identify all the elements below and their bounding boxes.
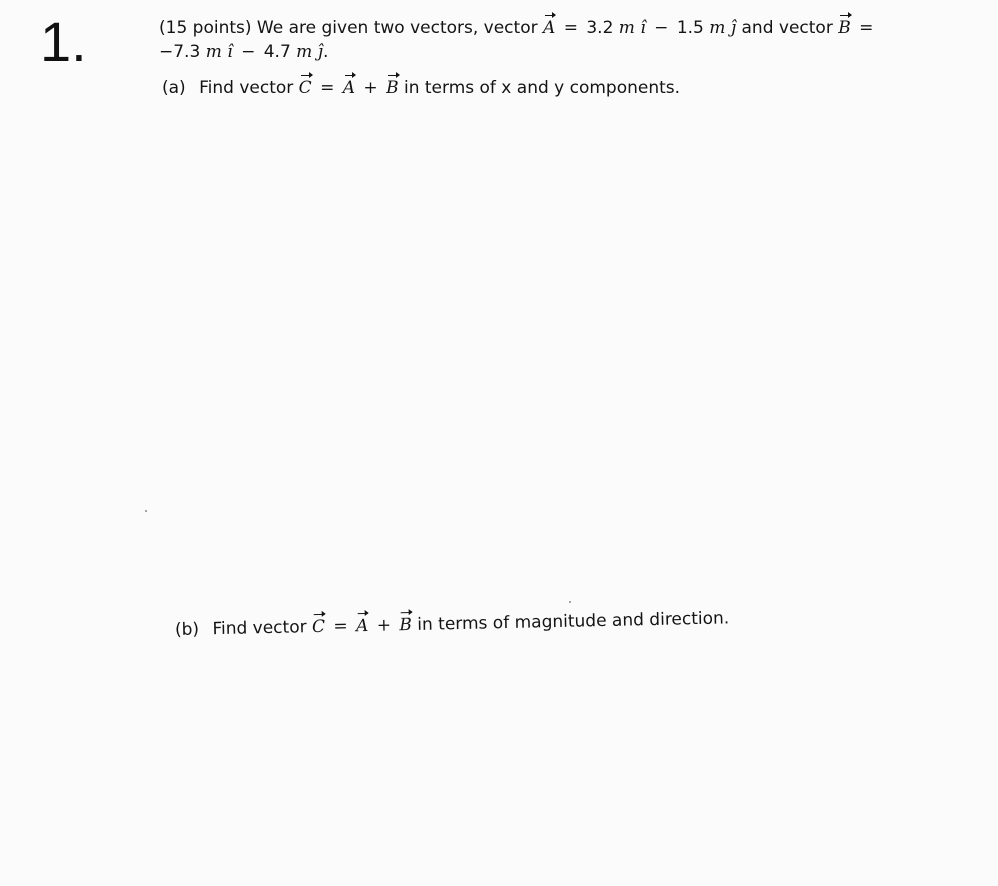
part-a-suffix: in terms of x and y components.	[403, 78, 681, 98]
stem-line-2	[159, 40, 899, 64]
scan-speck	[145, 510, 147, 512]
vector-a-symbol: A	[355, 615, 369, 637]
unit-vector-j: ĵ	[730, 18, 737, 38]
part-a-prefix: Find vector	[199, 78, 294, 98]
vector-b-symbol: B	[386, 78, 399, 98]
unit-meter: m	[618, 18, 635, 38]
vector-b-symbol: B	[838, 18, 851, 38]
part-b-suffix: in terms of magnitude and direction.	[417, 608, 730, 635]
equals-sign: =	[859, 18, 874, 38]
vector-c-symbol: C	[311, 616, 326, 638]
part-a-prompt	[162, 76, 680, 100]
scan-speck	[569, 601, 571, 603]
vector-c-symbol: C	[298, 78, 312, 98]
vector-b-y-value: 4.7	[263, 42, 291, 62]
equals-sign: =	[563, 18, 578, 38]
stem-period: .	[322, 42, 329, 62]
unit-vector-i: î	[227, 42, 233, 62]
vector-b-symbol: B	[399, 615, 413, 636]
question-number: 1.	[40, 10, 87, 73]
unit-meter: m	[296, 42, 313, 62]
minus-sign: −	[241, 42, 256, 62]
part-b-prefix: Find vector	[212, 617, 307, 640]
vector-b-x-value: −7.3	[159, 42, 201, 62]
minus-sign: −	[654, 18, 669, 38]
plus-sign: +	[363, 78, 378, 98]
plus-sign: +	[376, 615, 392, 636]
equals-sign: =	[320, 78, 335, 98]
unit-vector-j: ĵ	[317, 42, 323, 62]
part-b-prompt	[175, 606, 730, 642]
vector-a-y-value: 1.5	[676, 18, 704, 38]
part-b-label: (b)	[174, 619, 200, 640]
unit-meter: m	[709, 18, 726, 38]
part-a-label: (a)	[162, 78, 186, 98]
vector-a-symbol: A	[342, 78, 356, 98]
question-stem	[159, 16, 899, 64]
stem-line-1	[159, 16, 899, 40]
unit-meter: m	[205, 42, 222, 62]
stem-intro: (15 points) We are given two vectors, vector	[159, 18, 538, 38]
vector-a-symbol: A	[543, 18, 556, 38]
unit-vector-i: î	[640, 18, 646, 38]
equals-sign: =	[333, 616, 348, 637]
and-vector-text: and vector	[741, 18, 833, 38]
vector-a-x-value: 3.2	[586, 18, 614, 38]
